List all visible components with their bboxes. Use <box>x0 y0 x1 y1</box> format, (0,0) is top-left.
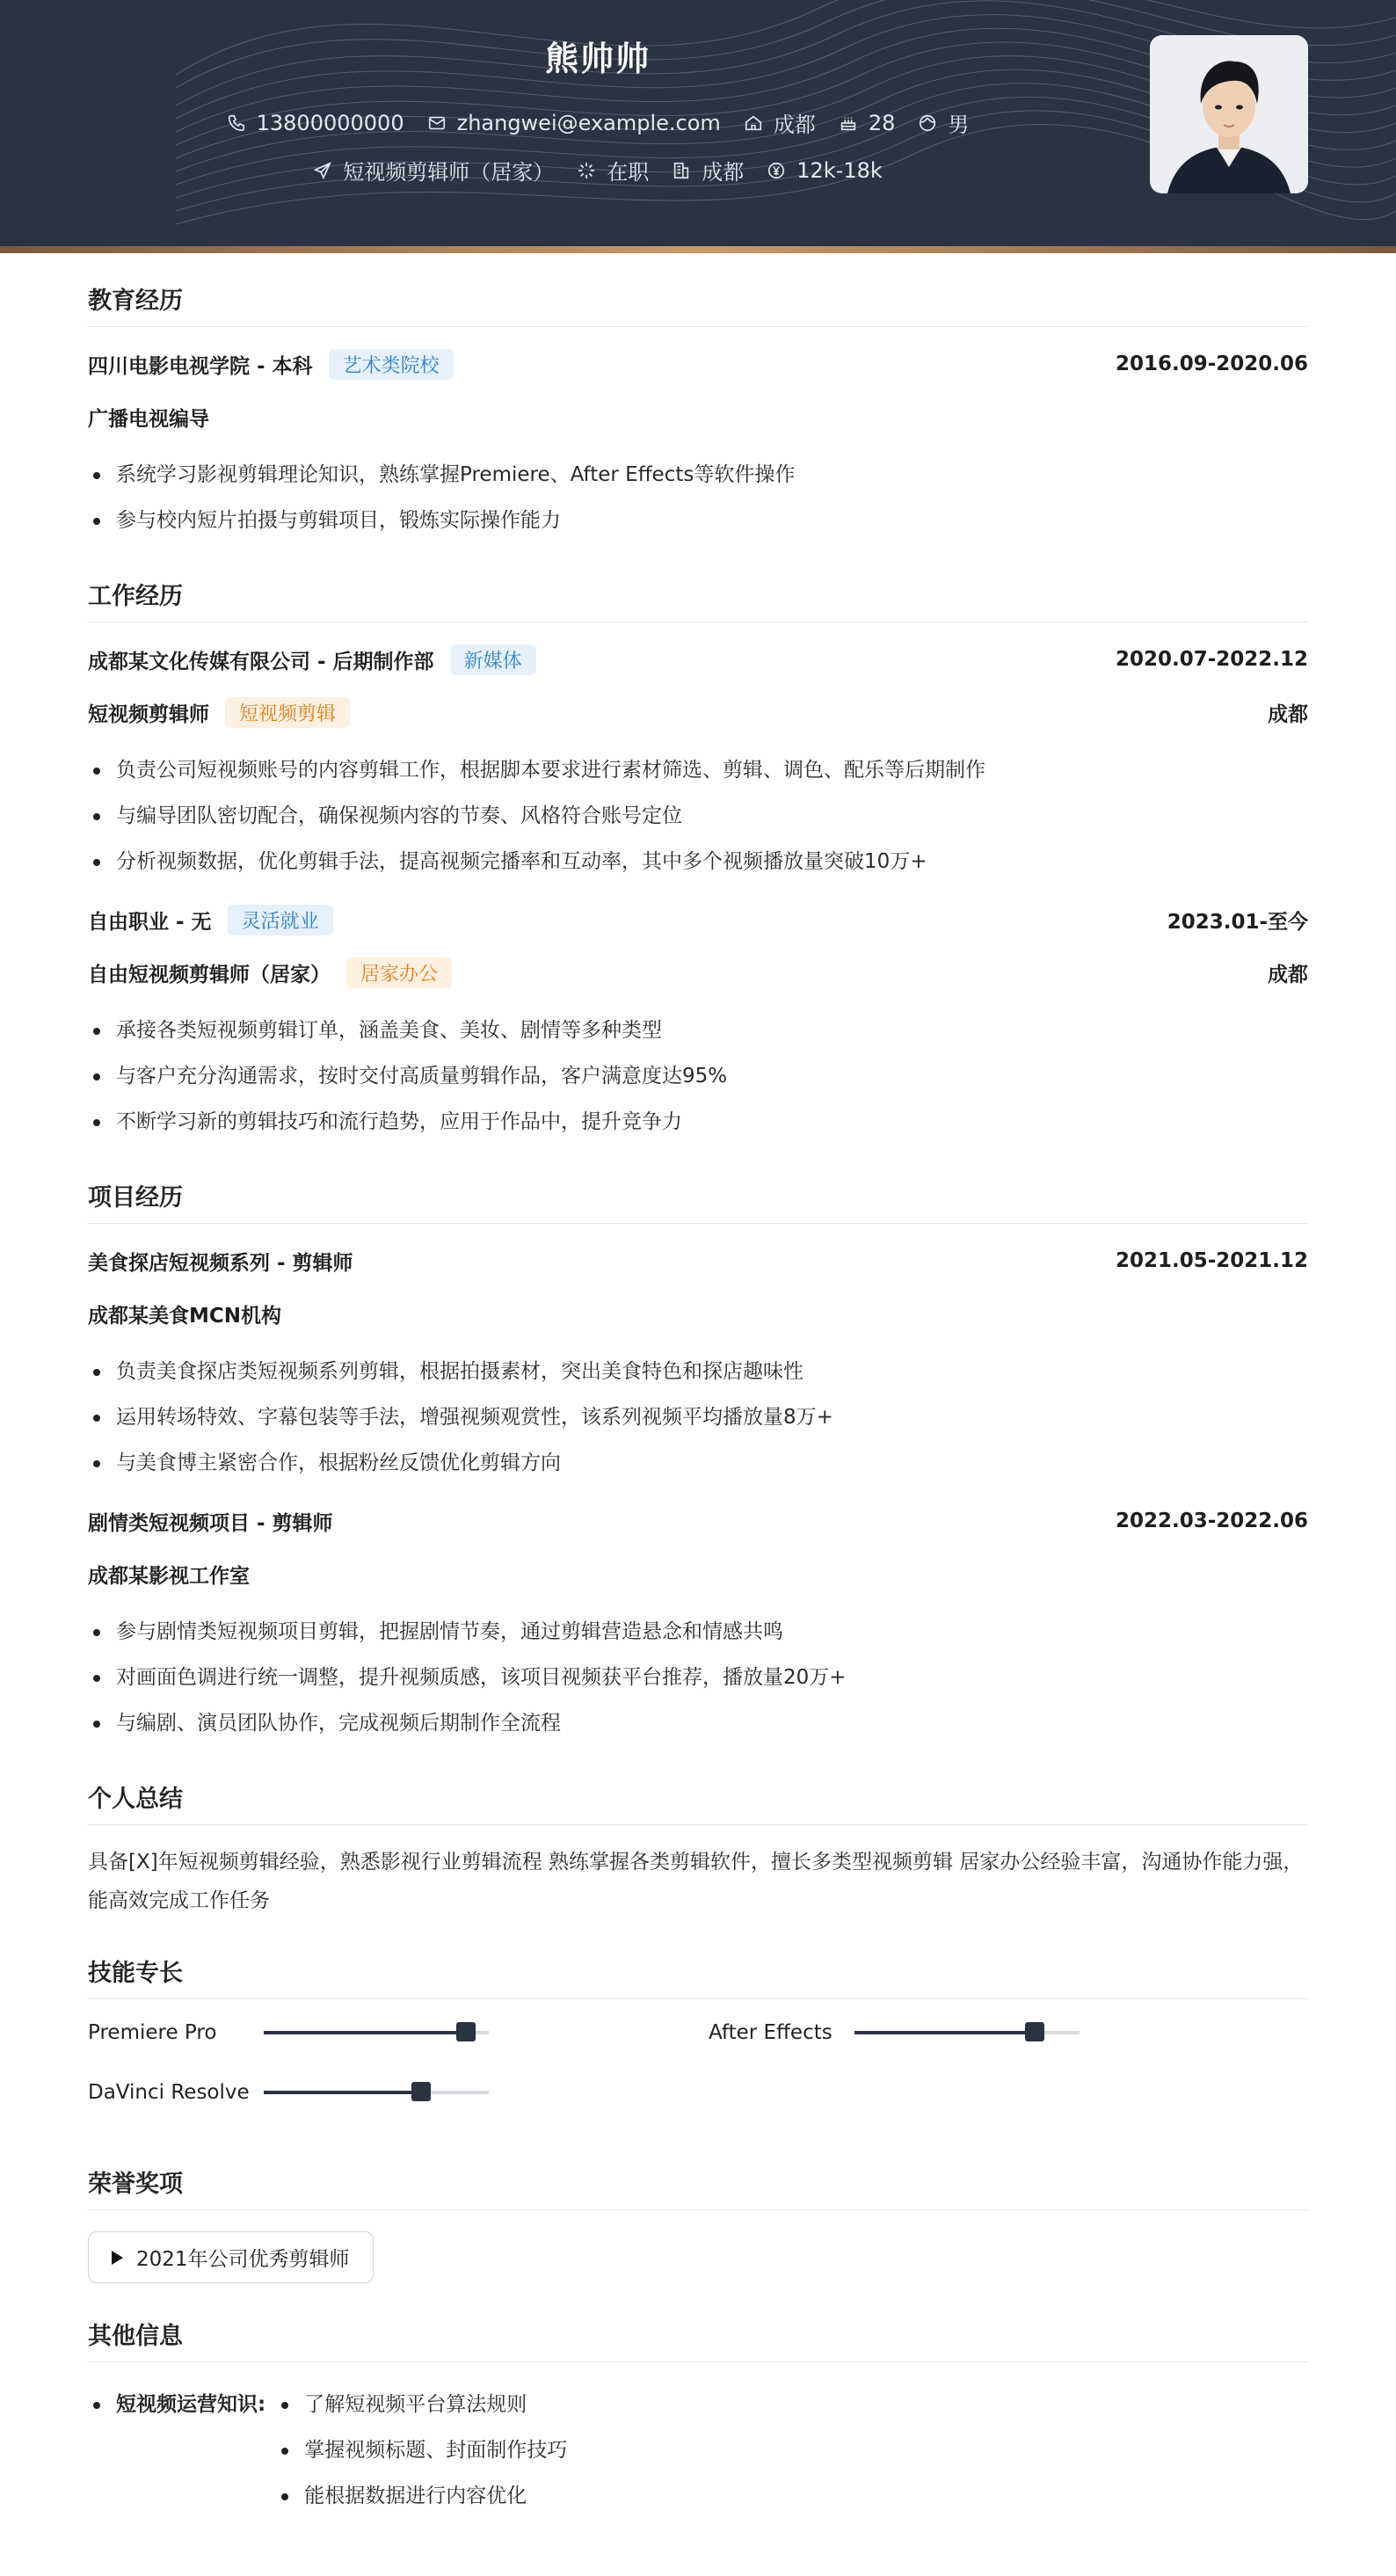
skills-grid <box>88 2015 1308 2156</box>
school-tag: 艺术类院校 <box>329 349 454 380</box>
skill-knob <box>411 2082 431 2101</box>
skill-fill <box>264 2031 466 2034</box>
status-item <box>577 155 649 186</box>
list-item: 负责公司短视频账号的内容剪辑工作，根据脚本要求进行素材筛选、剪辑、调色、配乐等后期制作 <box>88 747 1308 793</box>
award-text: 2021年公司优秀剪辑师 <box>136 2248 350 2271</box>
skills-section <box>88 1954 1308 2156</box>
phone-item <box>227 111 404 135</box>
list-item: 与编导团队密切配合，确保视频内容的节奏、风格符合账号定位 <box>88 793 1308 839</box>
project-entry <box>88 1503 1308 1746</box>
skill-fill <box>264 2091 421 2094</box>
education-bullets <box>88 452 1308 543</box>
section-title-awards: 荣誉奖项 <box>88 2165 1308 2210</box>
list-item: 参与校内短片拍摄与剪辑项目，锻炼实际操作能力 <box>88 498 1308 543</box>
project-bullets <box>88 1609 1308 1746</box>
project-date: 2021.05-2021.12 <box>1115 1249 1308 1272</box>
list-item: 对画面色调进行统一调整，提升视频质感，该项目视频获平台推荐，播放量20万+ <box>88 1655 1308 1700</box>
phone-icon <box>227 113 246 133</box>
list-item: 与客户充分沟通需求，按时交付高质量剪辑作品，客户满意度达95% <box>88 1053 1308 1099</box>
list-item: 与编剧、演员团队协作，完成视频后期制作全流程 <box>88 1700 1308 1746</box>
summary-section <box>88 1779 1308 1920</box>
major-name: 广播电视编导 <box>88 407 209 431</box>
other-bullets <box>276 2382 567 2519</box>
skill-item <box>88 2015 489 2050</box>
skill-track <box>264 2091 489 2094</box>
phone-text: 13800000000 <box>256 110 404 135</box>
company-tag: 新媒体 <box>450 644 536 675</box>
avatar <box>1150 35 1308 193</box>
project-org: 成都某影视工作室 <box>88 1564 250 1588</box>
gender-text: 男 <box>948 113 970 137</box>
work-header-row <box>88 642 1308 677</box>
loading-icon <box>577 161 596 180</box>
skill-item <box>709 2015 1080 2050</box>
other-key: 短视频运营知识: <box>88 2382 265 2519</box>
awards-section <box>88 2165 1308 2283</box>
project-org: 成都某美食MCN机构 <box>88 1304 282 1328</box>
contact-row <box>0 107 1196 138</box>
person-face-icon <box>918 113 937 133</box>
school-name: 四川电影电视学院 - 本科 <box>88 354 313 378</box>
role-tag: 居家办公 <box>346 957 452 988</box>
section-title-work: 工作经历 <box>88 577 1308 622</box>
list-item: 负责美食探店类短视频系列剪辑，根据拍摄素材，突出美食特色和探店趣味性 <box>88 1349 1308 1394</box>
email-item <box>427 111 721 135</box>
skill-fill <box>854 2031 1035 2034</box>
email-text: zhangwei@example.com <box>456 110 721 135</box>
list-item: 承接各类短视频剪辑订单，涵盖美食、美妆、剧情等多种类型 <box>88 1008 1308 1053</box>
project-org-row <box>88 1556 1308 1591</box>
work-header-row <box>88 902 1308 937</box>
section-title-skills: 技能专长 <box>88 1954 1308 1999</box>
play-triangle-icon <box>110 2250 124 2266</box>
role-row <box>88 695 1308 730</box>
role-name: 短视频剪辑师 <box>88 702 209 726</box>
list-item: 了解短视频平台算法规则 <box>276 2382 567 2427</box>
section-title-other: 其他信息 <box>88 2317 1308 2362</box>
skill-name: After Effects <box>709 2021 833 2044</box>
resume-content <box>88 281 1308 2552</box>
home-icon <box>744 113 763 133</box>
list-item: 运用转场特效、字幕包装等手法，增强视频观赏性，该系列视频平均播放量8万+ <box>88 1394 1308 1440</box>
candidate-name: 熊帅帅 <box>544 40 651 78</box>
summary-text: 具备[X]年短视频剪辑经验，熟悉影视行业剪辑流程 熟练掌握各类剪辑软件，擅长多类型视频剪辑 居家办公经验丰富，沟通协作能力强，能高效完成工作任务 <box>88 1851 1304 1912</box>
list-item: 参与剧情类短视频项目剪辑，把握剧情节奏，通过剪辑营造悬念和情感共鸣 <box>88 1609 1308 1655</box>
other-info <box>88 2382 1308 2519</box>
project-title: 剧情类短视频项目 - 剪辑师 <box>88 1511 333 1535</box>
work-date: 2023.01-至今 <box>1167 910 1308 934</box>
work-bullets <box>88 747 1308 884</box>
resume-header <box>0 0 1396 253</box>
location-item <box>744 107 816 138</box>
list-item: 掌握视频标题、封面制作技巧 <box>276 2427 567 2473</box>
age-item <box>839 111 896 135</box>
project-header-row <box>88 1503 1308 1539</box>
skill-track <box>854 2031 1080 2034</box>
building-icon <box>672 161 691 180</box>
skill-name: Premiere Pro <box>88 2021 217 2044</box>
company-name: 自由职业 - 无 <box>88 910 212 934</box>
gender-item <box>918 107 969 138</box>
other-section <box>88 2317 1308 2519</box>
role-row <box>88 955 1308 990</box>
salary-text: 12k-18k <box>796 157 883 183</box>
project-date: 2022.03-2022.06 <box>1115 1510 1308 1532</box>
role-tag: 短视频剪辑 <box>225 697 350 728</box>
skill-knob <box>456 2022 476 2041</box>
age-text: 28 <box>868 110 896 135</box>
mail-icon <box>427 113 447 133</box>
city-text: 成都 <box>702 160 745 185</box>
project-header-row <box>88 1243 1308 1278</box>
list-item: 不断学习新的剪辑技巧和流行趋势，应用于作品中，提升竞争力 <box>88 1099 1308 1145</box>
work-city: 成都 <box>1268 702 1308 726</box>
list-item: 分析视频数据，优化剪辑手法，提高视频完播率和互动率，其中多个视频播放量突破10万+ <box>88 839 1308 884</box>
projects-section <box>88 1178 1308 1746</box>
company-tag: 灵活就业 <box>228 905 333 935</box>
location-text: 成都 <box>773 113 816 137</box>
major-row <box>88 399 1308 434</box>
award-item[interactable] <box>88 2231 374 2283</box>
skill-name: DaVinci Resolve <box>88 2081 250 2104</box>
education-header-row <box>88 346 1308 382</box>
paper-plane-icon <box>313 161 332 180</box>
education-section <box>88 281 1308 543</box>
work-city: 成都 <box>1268 963 1308 986</box>
work-entry <box>88 642 1308 884</box>
avatar-portrait <box>1150 35 1308 193</box>
section-title-education: 教育经历 <box>88 281 1308 327</box>
cake-icon <box>839 113 858 133</box>
status-text: 在职 <box>607 160 650 185</box>
section-title-projects: 项目经历 <box>88 1178 1308 1224</box>
project-org-row <box>88 1296 1308 1331</box>
skill-track <box>264 2031 489 2034</box>
salary-item <box>767 158 883 183</box>
header-accent-bar <box>0 246 1396 253</box>
project-entry <box>88 1243 1308 1486</box>
education-entry <box>88 346 1308 543</box>
role-name: 自由短视频剪辑师（居家） <box>88 963 331 986</box>
list-item: 系统学习影视剪辑理论知识，熟练掌握Premiere、After Effects等软件操作 <box>88 452 1308 498</box>
education-date: 2016.09-2020.06 <box>1115 353 1308 375</box>
skill-knob <box>1025 2022 1044 2041</box>
job-target-text: 短视频剪辑师（居家） <box>343 160 555 185</box>
work-date: 2020.07-2022.12 <box>1115 648 1308 671</box>
section-title-summary: 个人总结 <box>88 1779 1308 1825</box>
work-bullets <box>88 1008 1308 1145</box>
city-item <box>672 155 744 186</box>
job-target-item <box>313 155 554 186</box>
work-entry <box>88 902 1308 1145</box>
skill-item <box>88 2075 489 2110</box>
project-bullets <box>88 1349 1308 1486</box>
list-item: 与美食博主紧密合作，根据粉丝反馈优化剪辑方向 <box>88 1440 1308 1486</box>
yen-coin-icon <box>767 161 786 180</box>
company-name: 成都某文化传媒有限公司 - 后期制作部 <box>88 650 434 673</box>
job-intention-row <box>0 155 1196 186</box>
work-section <box>88 577 1308 1145</box>
list-item: 能根据数据进行内容优化 <box>276 2473 567 2519</box>
project-title: 美食探店短视频系列 - 剪辑师 <box>88 1251 353 1275</box>
